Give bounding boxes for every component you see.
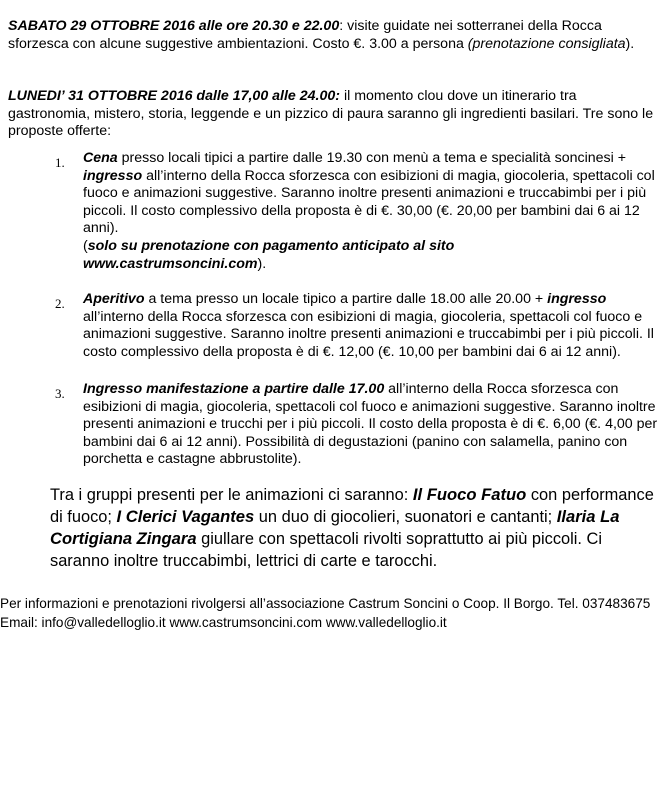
saturday-date: SABATO 29 OTTOBRE 2016 alle ore 20.30 e 22.00 — [8, 18, 340, 34]
offer-2-ingresso: ingresso — [547, 291, 607, 307]
offer-text: all’interno della Rocca sforzesca con esibizioni di magia, giocoleria, spettacoli col — [142, 167, 655, 184]
offer-line — [83, 291, 668, 309]
footer-email: Email: info@valledelloglio.it www.castrumsoncini.com www.valledelloglio.it — [0, 614, 447, 630]
offer-2-title: Aperitivo — [83, 291, 145, 307]
offer-1 — [83, 150, 668, 273]
group-i-clerici-vagantes: I Clerici Vagantes — [116, 507, 255, 527]
footer-contacts — [0, 595, 668, 632]
offer-line: fuoco e animazioni suggestive. Saranno inoltre presenti animazioni e truccabimbi per i più — [83, 185, 647, 202]
offer-line — [83, 238, 668, 256]
groups-line — [50, 484, 668, 506]
monday-paragraph — [8, 88, 668, 141]
offer-line: presenti animazioni e trucchi per i più piccoli. Il costo della proposta è di €. 6,00 (€. 4,00 per — [83, 416, 658, 433]
groups-line: saranno inoltre truccabimbi, lettrici di carte e tarocchi. — [50, 551, 438, 570]
offer-1-title: Cena — [83, 150, 118, 166]
saturday-line-1 — [8, 18, 668, 36]
monday-text: il momento clou dove un itinerario tra — [340, 88, 577, 104]
groups-text: Tra i gruppi presenti per le animazioni ci saranno: — [50, 486, 413, 504]
saturday-line-2 — [8, 36, 668, 54]
groups-paragraph — [50, 484, 668, 572]
offer-line: anni). — [83, 220, 119, 237]
offer-1-ingresso: ingresso — [83, 167, 143, 184]
offer-line: esibizioni di magia, giocoleria, spettacoli col fuoco e animazioni suggestive. Saranno inoltre — [83, 398, 656, 415]
offer-line: bambini dai 6 ai 12 anni). Possibilità di degustazioni (panino con salamella, panino con — [83, 433, 628, 450]
saturday-text: ). — [625, 35, 635, 52]
monday-date: LUNEDI’ 31 OTTOBRE 2016 dalle 17,00 alle 24.00: — [8, 88, 340, 104]
group-il-fuoco-fatuo: Il Fuoco Fatuo — [412, 485, 527, 504]
groups-text: giullare con spettacoli rivolti soprattutto ai più piccoli. Ci — [196, 530, 603, 549]
offer-text: all’interno della Rocca sforzesca con — [384, 381, 619, 397]
offer-line: all’interno della Rocca sforzesca con esibizioni di magia, giocoleria, spettacoli col fuoco e — [83, 308, 643, 325]
group-cortigiana-zingara: Cortigiana Zingara — [50, 529, 197, 549]
offer-1-website: www.castrumsoncini.com — [83, 255, 258, 272]
groups-line — [50, 506, 668, 528]
offer-line — [83, 150, 668, 168]
footer-info: Per informazioni e prenotazioni rivolgersi all’associazione Castrum Soncini o Coop. Il Borgo. Tel. 037483675 — [0, 596, 651, 611]
offer-2 — [83, 291, 668, 361]
offer-line: porchetta e castagne abbrustolite). — [83, 451, 302, 468]
groups-line — [50, 528, 668, 550]
offer-3 — [83, 381, 668, 469]
offer-text: ). — [257, 255, 267, 272]
offer-line — [83, 381, 668, 399]
offer-line: piccoli. Il costo complessivo della proposta è di €. 30,00 (€. 20,00 per bambini dai 6 ai 12 — [83, 202, 640, 219]
offer-1-booking-note: solo su prenotazione con pagamento anticipato al sito — [87, 237, 455, 254]
offer-line — [83, 168, 668, 186]
offer-text: a tema presso un locale tipico a partire dalle 18.00 alle 20.00 + — [144, 291, 548, 307]
monday-line-2: gastronomia, mistero, storia, leggende e un pizzico di paura saranno gli ingredienti basilari. Tre sono le — [8, 105, 654, 122]
groups-text: di fuoco; — [50, 508, 117, 527]
monday-line-1 — [8, 88, 668, 106]
offer-line: animazioni suggestive. Saranno inoltre presenti animazioni e truccabimbi per i più piccoli. Il — [83, 326, 654, 343]
saturday-text: sforzesca con alcune suggestive ambientazioni. Costo €. 3.00 a persona — [8, 35, 468, 52]
monday-line-3: proposte offerte: — [8, 123, 112, 140]
offer-1-number: 1. — [55, 155, 65, 170]
offer-2-number: 2. — [55, 296, 65, 311]
offer-line — [83, 256, 668, 274]
offer-text: presso locali tipici a partire dalle 19.30 con menù a tema e specialità soncinesi + — [117, 150, 626, 166]
saturday-paragraph — [8, 18, 668, 53]
group-ilaria-la: Ilaria La — [556, 507, 620, 527]
saturday-booking-note: (prenotazione consigliata — [467, 35, 626, 52]
offer-3-number: 3. — [55, 386, 65, 401]
offer-text: ( — [83, 237, 88, 254]
saturday-text: : visite guidate nei sotterranei della Rocca — [339, 18, 602, 34]
offer-line: costo complessivo della proposta è di €. 12,00 (€. 10,00 per bambini dai 6 ai 12 anni). — [83, 343, 621, 360]
groups-text: un duo di giocolieri, suonatori e cantanti; — [254, 508, 557, 527]
groups-text: con performance — [526, 486, 654, 504]
offer-3-title: Ingresso manifestazione a partire dalle 17.00 — [83, 381, 385, 397]
